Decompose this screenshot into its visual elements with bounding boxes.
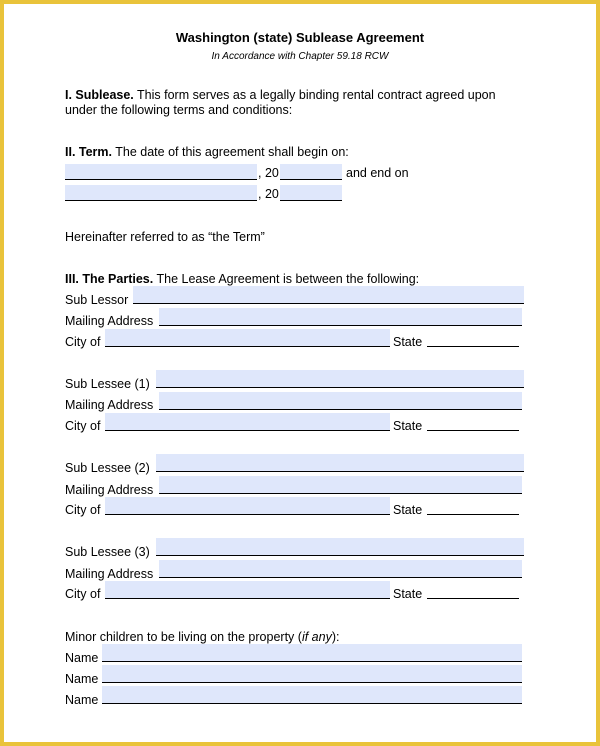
sub-lessee-1-state-field[interactable] <box>427 415 519 431</box>
sub-lessee-3-city-label: City of <box>65 587 101 601</box>
sub-lessor-city-field[interactable] <box>105 329 390 347</box>
term-end-year-prefix: , 20 <box>258 187 279 201</box>
sub-lessee-1-state-label: State <box>393 419 423 433</box>
term-heading: II. Term. <box>65 145 113 159</box>
term-and-end-on: and end on <box>346 166 409 180</box>
sub-lessor-mailing-label: Mailing Address <box>65 314 154 328</box>
sub-lessor-mailing-field[interactable] <box>159 308 522 326</box>
sub-lessee-3-state-field[interactable] <box>427 583 519 599</box>
sublease-paragraph <box>65 88 496 102</box>
document-subtitle: In Accordance with Chapter 59.18 RCW <box>211 51 389 62</box>
parties-paragraph <box>65 272 419 286</box>
sublease-text-line1: This form serves as a legally binding rental contract agreed upon <box>133 88 496 102</box>
sub-lessee-2-city-label: City of <box>65 503 101 517</box>
sub-lessee-2-state-label: State <box>393 503 423 517</box>
minors-if-any: if any <box>301 630 332 644</box>
sub-lessee-2-mailing-label: Mailing Address <box>65 483 154 497</box>
term-start-date-field[interactable] <box>65 164 257 180</box>
minor-name-1-label: Name <box>65 651 99 665</box>
parties-heading: III. The Parties. <box>65 272 154 286</box>
sub-lessor-state-field[interactable] <box>427 331 519 347</box>
term-paragraph <box>65 145 349 159</box>
sub-lessee-3-mailing-field[interactable] <box>159 560 522 578</box>
sub-lessee-3-mailing-label: Mailing Address <box>65 567 154 581</box>
sub-lessee-1-field[interactable] <box>156 370 524 388</box>
sub-lessee-2-label: Sub Lessee (2) <box>65 461 150 475</box>
document-title: Washington (state) Sublease Agreement <box>175 30 425 45</box>
sub-lessee-2-mailing-field[interactable] <box>159 476 522 494</box>
minors-paragraph <box>65 630 339 644</box>
minors-close: ): <box>331 630 340 644</box>
term-start-year-field[interactable] <box>280 164 342 180</box>
sub-lessee-2-state-field[interactable] <box>427 499 519 515</box>
term-start-year-prefix: , 20 <box>258 166 279 180</box>
sub-lessee-3-label: Sub Lessee (3) <box>65 545 150 559</box>
sublease-heading: I. Sublease. <box>65 88 134 102</box>
sublease-text-line2: under the following terms and conditions: <box>65 103 293 117</box>
sub-lessee-3-field[interactable] <box>156 538 524 556</box>
sub-lessee-2-city-field[interactable] <box>105 497 390 515</box>
sub-lessee-2-field[interactable] <box>156 454 524 472</box>
sub-lessor-label: Sub Lessor <box>65 293 129 307</box>
sub-lessee-3-state-label: State <box>393 587 423 601</box>
minor-name-2-label: Name <box>65 672 99 686</box>
term-end-date-field[interactable] <box>65 185 257 201</box>
minor-name-1-field[interactable] <box>102 644 522 662</box>
sub-lessee-1-label: Sub Lessee (1) <box>65 377 150 391</box>
sub-lessee-1-city-field[interactable] <box>105 413 390 431</box>
term-end-year-field[interactable] <box>280 185 342 201</box>
term-referred: Hereinafter referred to as “the Term” <box>65 230 265 244</box>
minor-name-3-field[interactable] <box>102 686 522 704</box>
sub-lessee-1-city-label: City of <box>65 419 101 433</box>
sub-lessee-1-mailing-field[interactable] <box>159 392 522 410</box>
sub-lessee-1-mailing-label: Mailing Address <box>65 398 154 412</box>
sub-lessee-3-city-field[interactable] <box>105 581 390 599</box>
sub-lessor-city-label: City of <box>65 335 101 349</box>
minors-intro: Minor children to be living on the property ( <box>65 630 302 644</box>
minor-name-2-field[interactable] <box>102 665 522 683</box>
sub-lessor-field[interactable] <box>133 286 524 304</box>
sub-lessor-state-label: State <box>393 335 423 349</box>
document-page <box>4 4 596 742</box>
minor-name-3-label: Name <box>65 693 99 707</box>
parties-text: The Lease Agreement is between the following: <box>153 272 420 286</box>
term-text: The date of this agreement shall begin on: <box>112 145 349 159</box>
